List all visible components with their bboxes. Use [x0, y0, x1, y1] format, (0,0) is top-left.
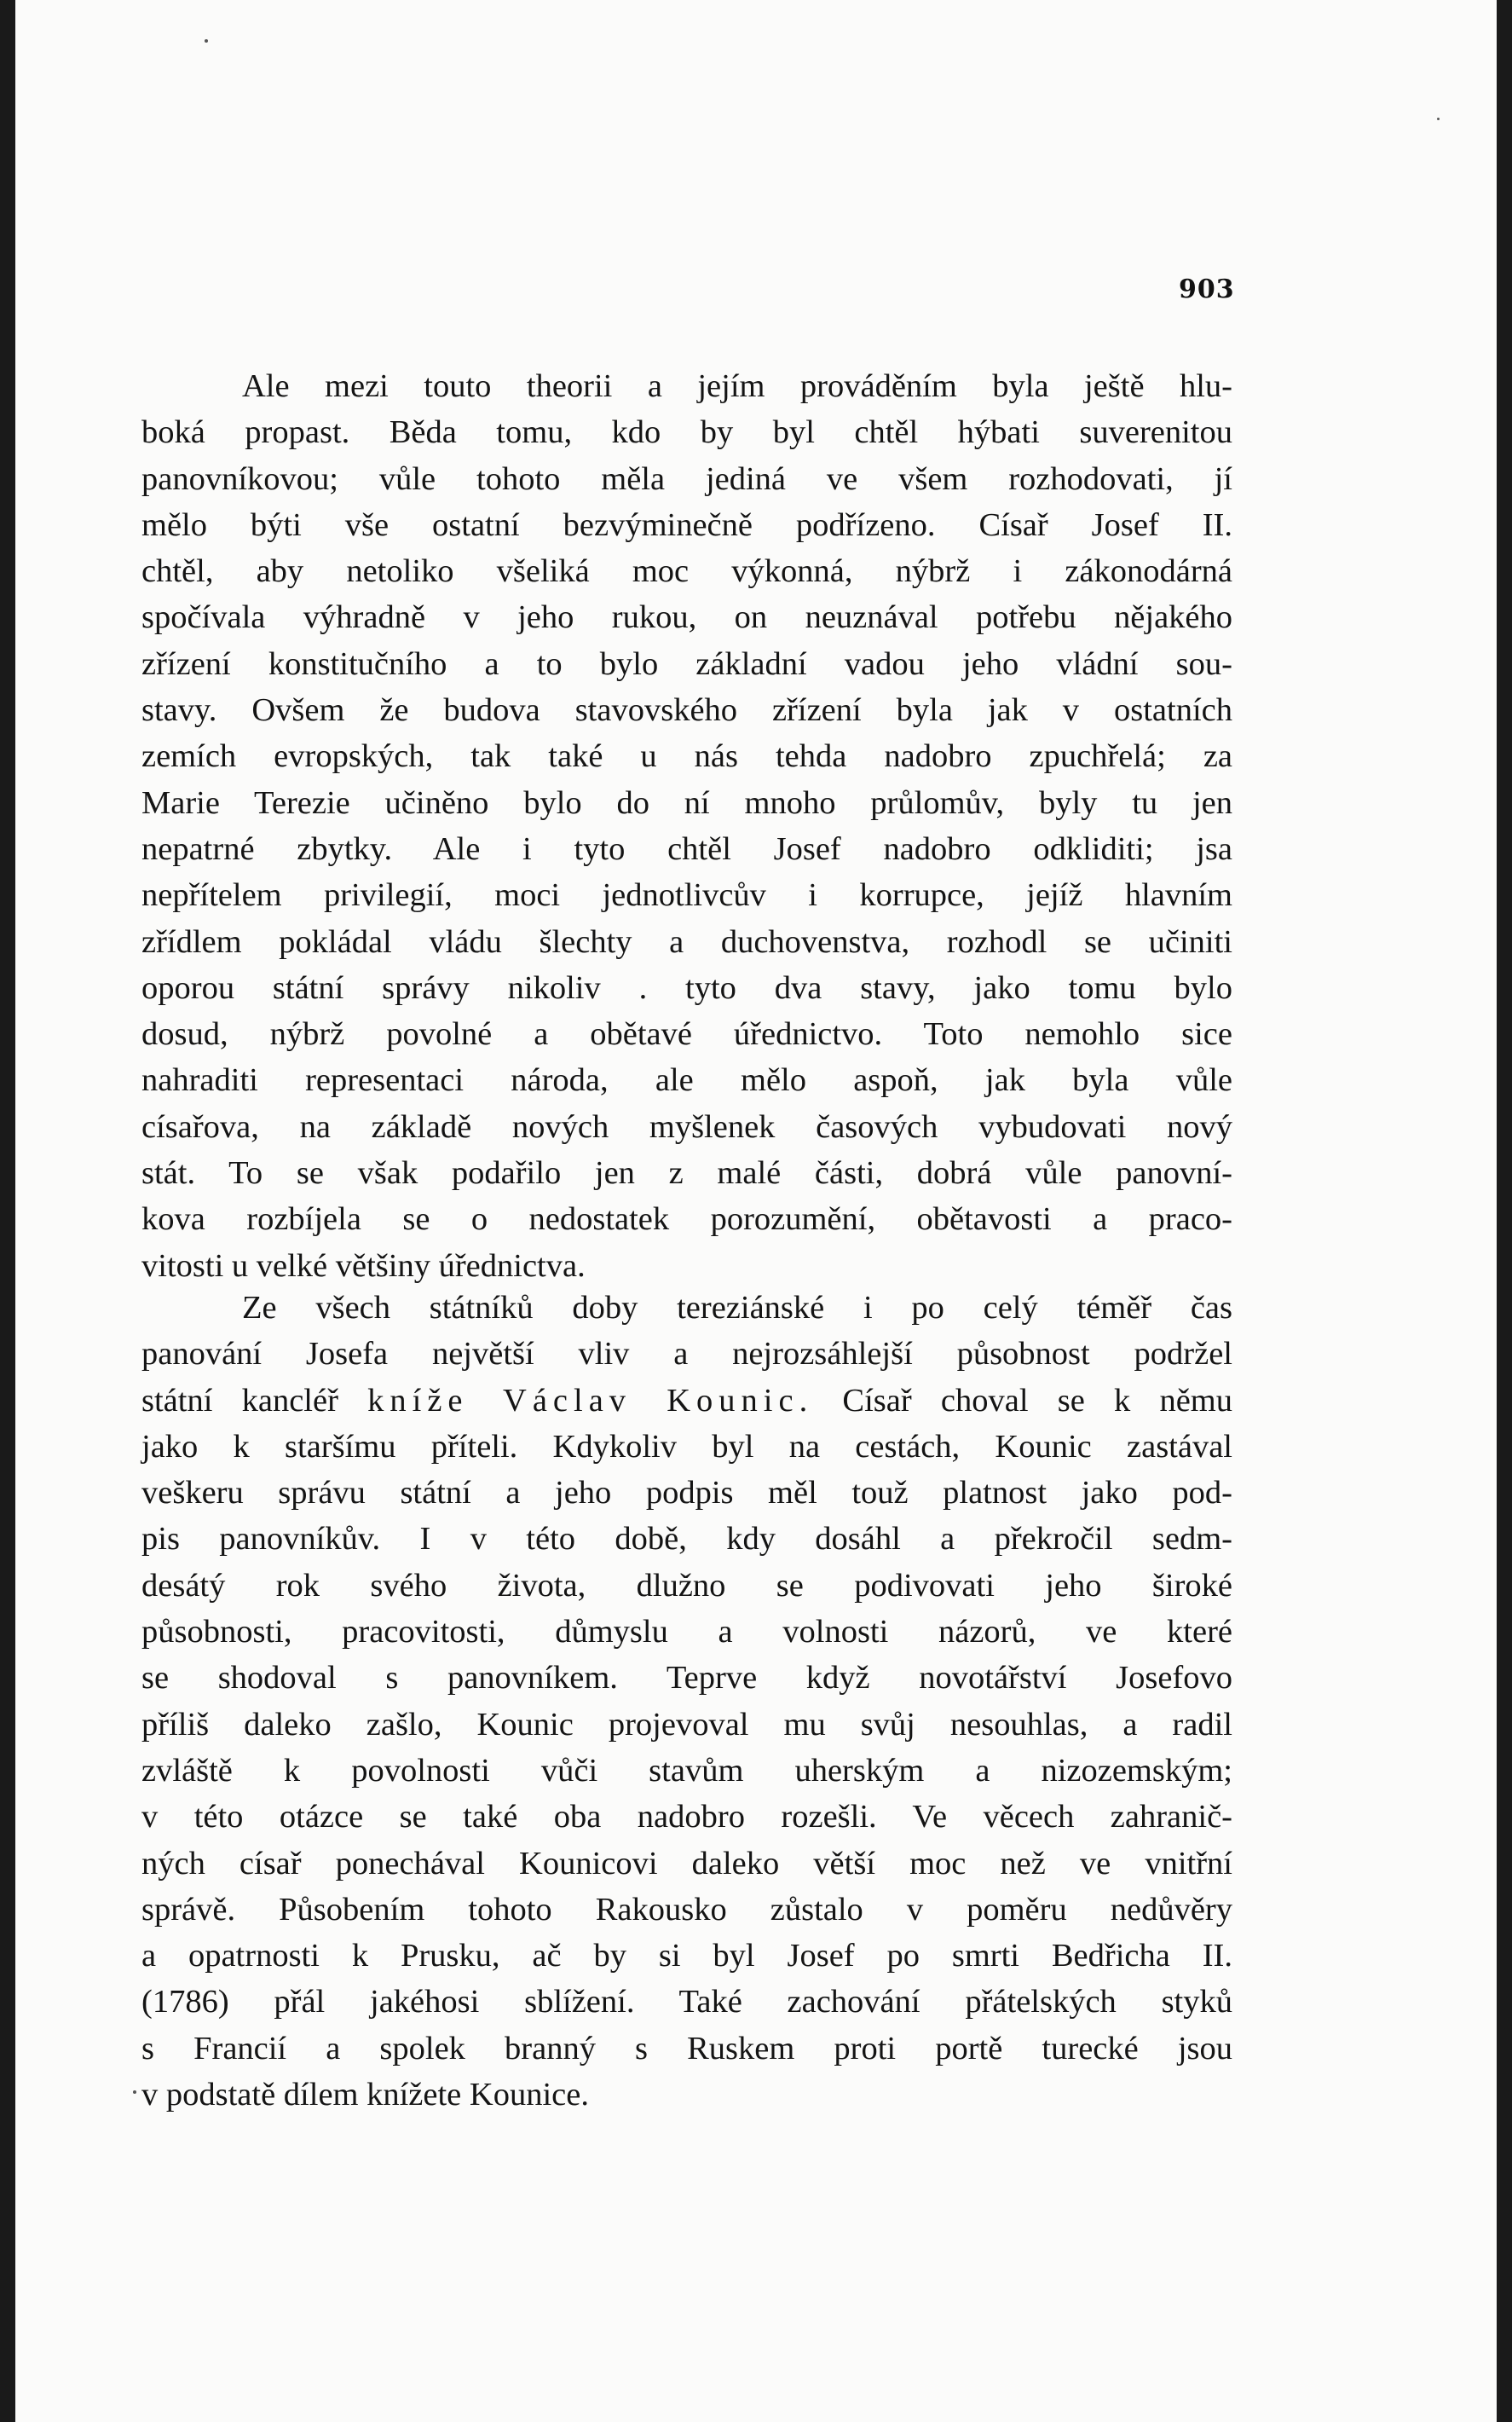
text-line: veškeru správu státní a jeho podpis měl touž platnost jako pod-	[141, 1475, 1232, 1512]
text-line: dosud, nýbrž povolné a obětavé úřednictvo. Toto nemohlo sice	[141, 1016, 1232, 1053]
text-line: příliš daleko zašlo, Kounic projevoval mu svůj nesouhlas, a radil	[141, 1706, 1232, 1743]
emphasized-name: kníže Václav Kounic.	[367, 1382, 814, 1419]
text-line: zemích evropských, tak také u nás tehda nadobro zpuchřelá; za	[141, 738, 1232, 775]
text-line: zřídlem pokládal vládu šlechty a duchovenstva, rozhodl se učiniti	[141, 923, 1232, 960]
text-line: oporou státní správy nikoliv . tyto dva stavy, jako tomu bylo	[141, 969, 1232, 1006]
text-line: císařova, na základě nových myšlenek časových vybudovati nový	[141, 1108, 1232, 1145]
text-line: nepřítelem privilegií, moci jednotlivcův i korrupce, jejíž hlavním	[141, 877, 1232, 914]
text-line: boká propast. Běda tomu, kdo by byl chtěl hýbati suverenitou	[141, 414, 1232, 451]
text-line: panovníkovou; vůle tohoto měla jediná ve všem rozhodovati, jí	[141, 460, 1232, 497]
text-line: kova rozbíjela se o nedostatek porozumění, obětavosti a praco-	[141, 1201, 1232, 1238]
text-line: Marie Terezie učiněno bylo do ní mnoho průlomův, byly tu jen	[141, 784, 1232, 821]
text-line: spočívala výhradně v jeho rukou, on neuznával potřebu nějakého	[141, 599, 1232, 636]
text-line: (1786) přál jakéhosi sblížení. Také zachování přátelských styků	[141, 1984, 1232, 2020]
text-line: stát. To se však podařilo jen z malé části, dobrá vůle panovní-	[141, 1155, 1232, 1192]
text-line: nepatrné zbytky. Ale i tyto chtěl Josef nadobro odkliditi; jsa	[141, 830, 1232, 867]
text-line: se shodoval s panovníkem. Teprve když novotářství Josefovo	[141, 1660, 1232, 1697]
text-line: mělo býti vše ostatní bezvýminečně podřízeno. Císař Josef II.	[141, 506, 1232, 543]
text-line: s Francií a spolek branný s Ruskem proti portě turecké jsou	[141, 2030, 1232, 2067]
paragraph-2	[141, 1285, 1232, 2118]
text-line	[141, 1378, 1232, 1424]
dust-speck	[205, 39, 208, 43]
dust-speck	[1437, 118, 1440, 120]
scan-edge-left	[0, 0, 15, 2422]
paragraph-1	[141, 363, 1232, 1289]
text-line: nahraditi representaci národa, ale mělo aspoň, jak byla vůle	[141, 1062, 1232, 1099]
text-line: vitosti u velké většiny úřednictva.	[141, 1247, 586, 1284]
text-fragment: státní kancléř	[141, 1382, 338, 1419]
text-line: stavy. Ovšem že budova stavovského zřízení byla jak v ostatních	[141, 692, 1232, 729]
text-line: a opatrnosti k Prusku, ač by si byl Josef po smrti Bedřicha II.	[141, 1938, 1232, 1974]
text-line: desátý rok svého života, dlužno se podivovati jeho široké	[141, 1567, 1232, 1604]
text-line: v této otázce se také oba nadobro rozešli. Ve věcech zahranič-	[141, 1799, 1232, 1835]
text-line: správě. Působením tohoto Rakousko zůstalo v poměru nedůvěry	[141, 1891, 1232, 1928]
text-line: Ale mezi touto theorii a jejím prováděním byla ještě hlu-	[242, 368, 1232, 404]
text-line: zřízení konstitučního a to bylo základní vadou jeho vládní sou-	[141, 645, 1232, 682]
book-page	[15, 0, 1497, 2422]
text-fragment: Císař choval se k němu	[842, 1382, 1233, 1419]
text-line: panování Josefa největší vliv a nejrozsáhlejší působnost podržel	[141, 1336, 1232, 1373]
dust-speck	[133, 2090, 136, 2094]
text-line: jako k staršímu příteli. Kdykoliv byl na cestách, Kounic zastával	[141, 1428, 1232, 1465]
text-line: působnosti, pracovitosti, důmyslu a volnosti názorů, ve které	[141, 1614, 1232, 1650]
text-line: Ze všech státníků doby tereziánské i po celý téměř čas	[242, 1290, 1232, 1326]
page-number: 903	[1179, 275, 1235, 304]
text-line: chtěl, aby netoliko všeliká moc výkonná, nýbrž i zákonodárná	[141, 553, 1232, 590]
text-line: ných císař ponechával Kounicovi daleko větší moc než ve vnitřní	[141, 1845, 1232, 1882]
text-line: v podstatě dílem knížete Kounice.	[141, 2077, 589, 2113]
text-line: zvláště k povolnosti vůči stavům uherským a nizozemským;	[141, 1752, 1232, 1789]
text-line: pis panovníkův. I v této době, kdy dosáhl a překročil sedm-	[141, 1521, 1232, 1558]
scan-edge-right	[1497, 0, 1512, 2422]
